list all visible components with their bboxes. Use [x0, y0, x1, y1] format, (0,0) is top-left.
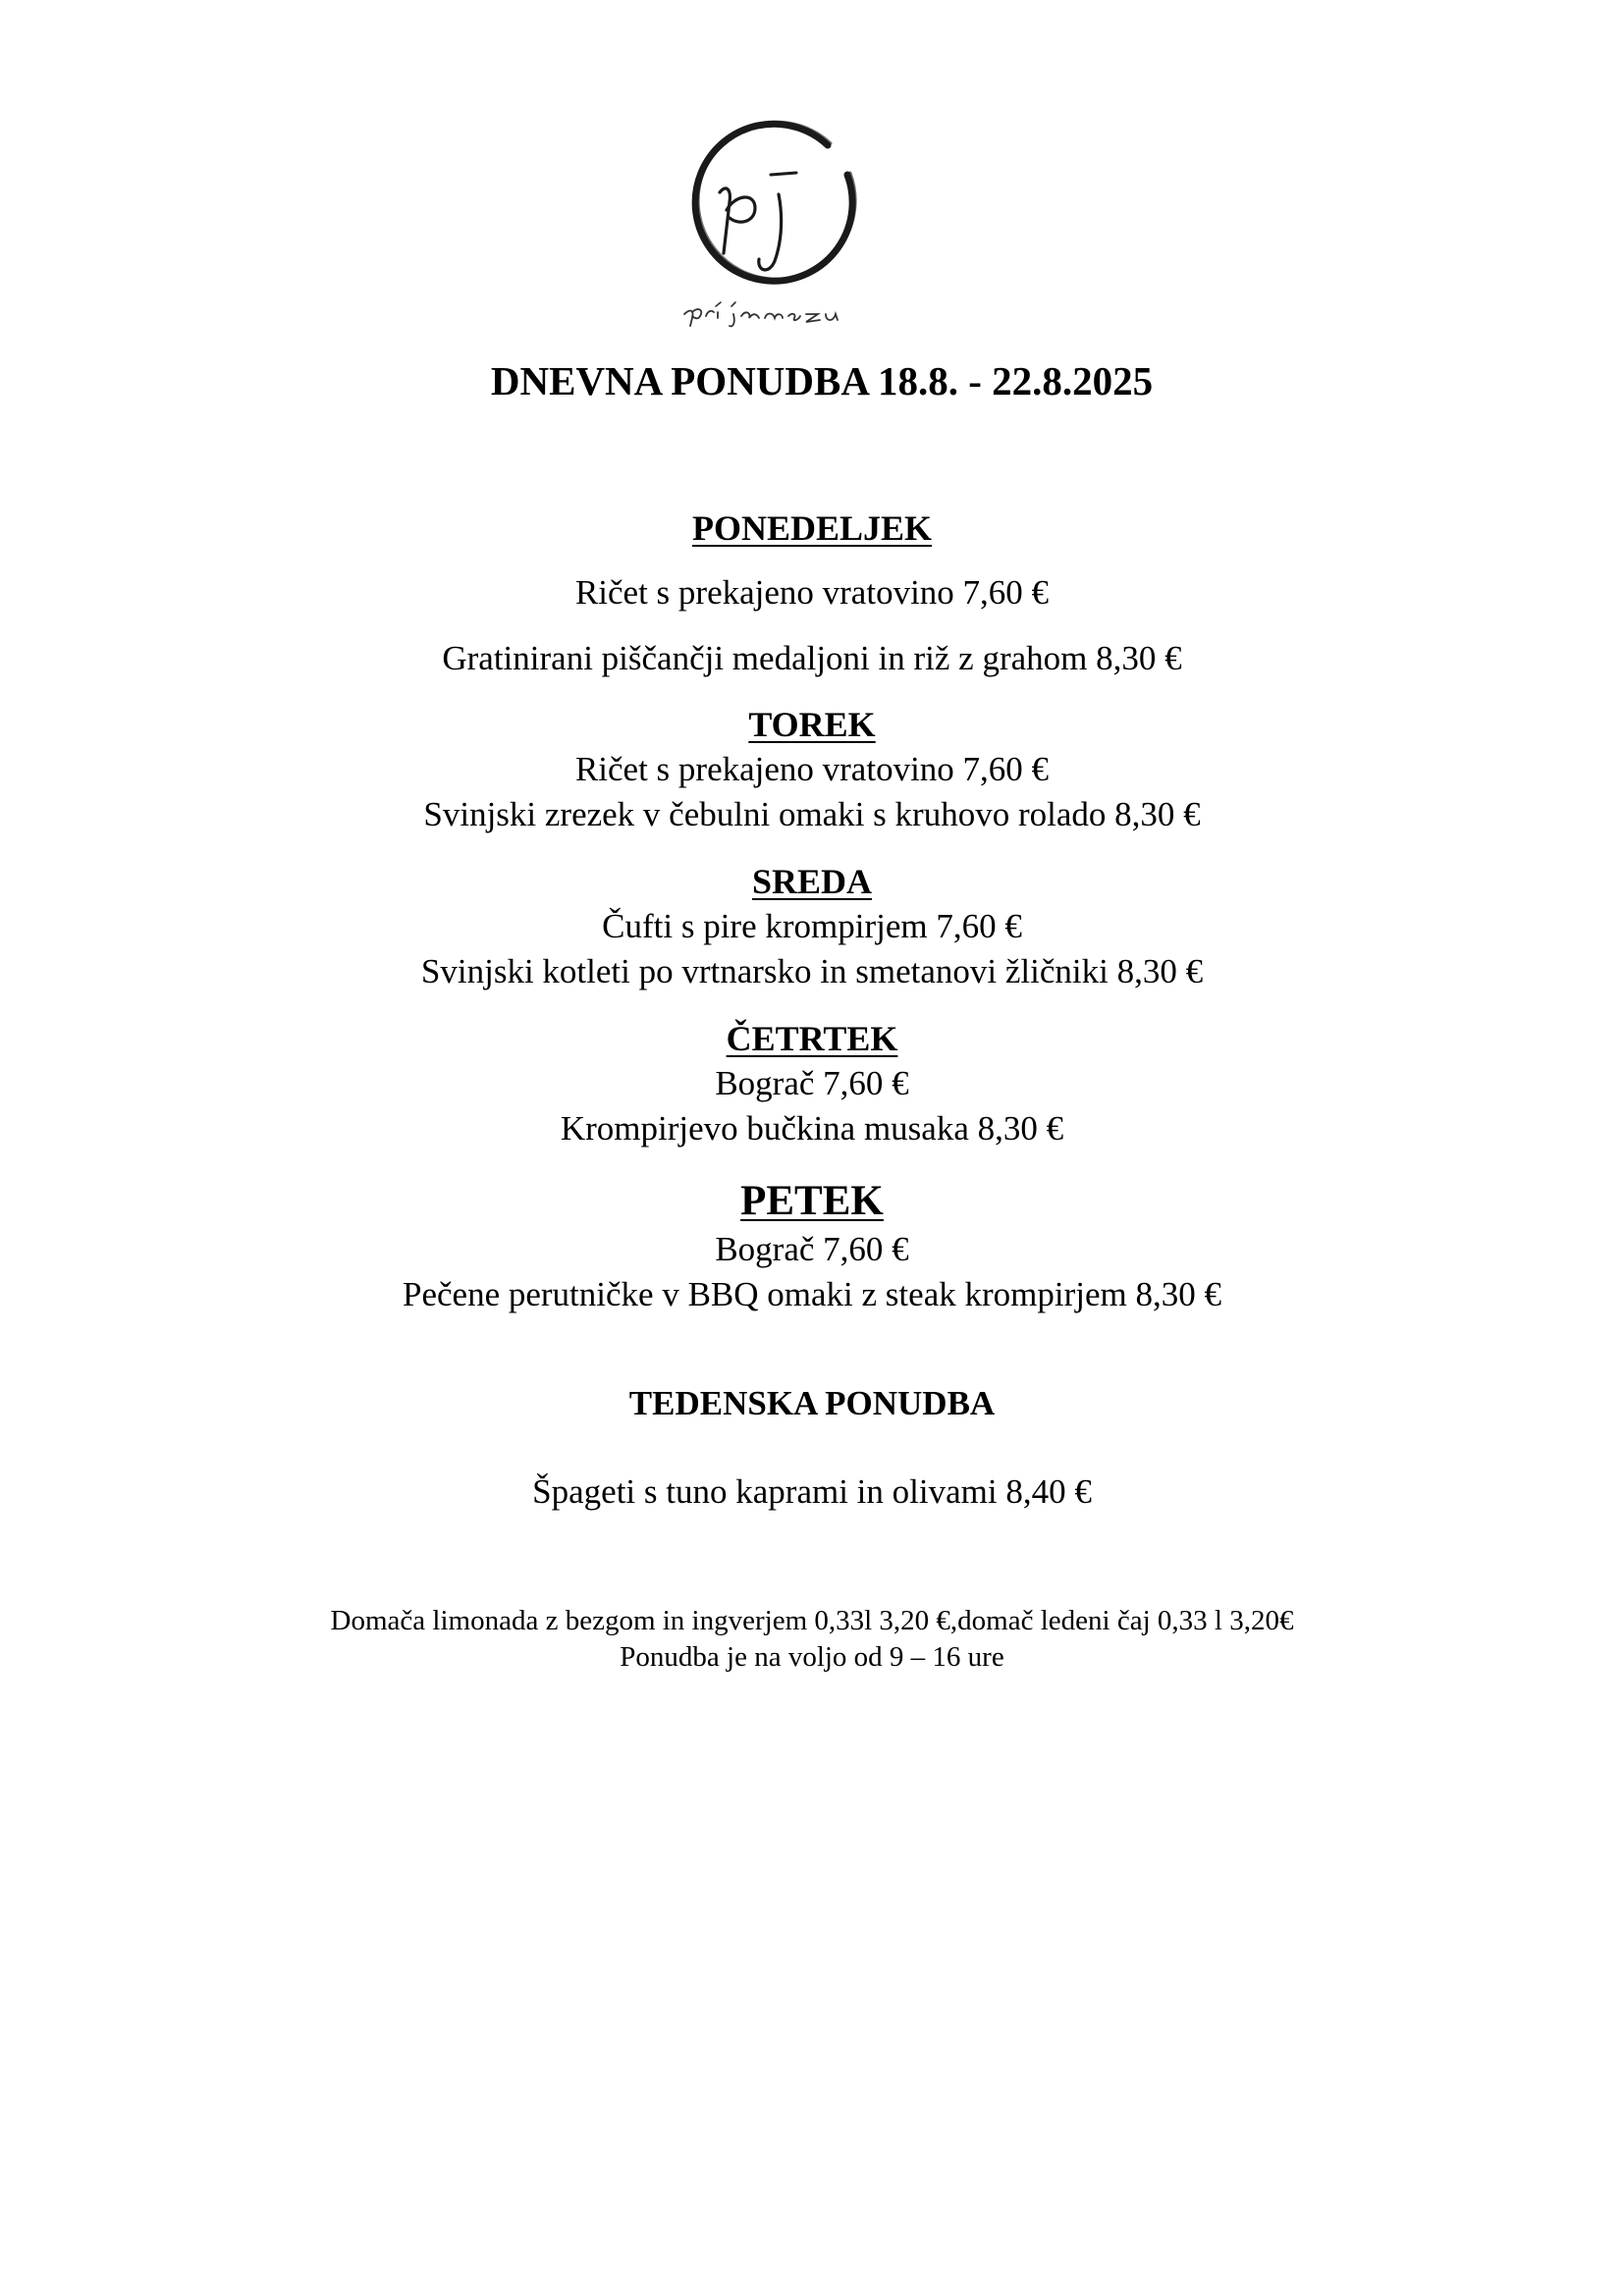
- day-heading-wednesday: SREDA: [751, 862, 873, 901]
- day-heading-monday: PONEDELJEK: [691, 508, 933, 548]
- menu-item: Ričet s prekajeno vratovino 7,60 €: [574, 750, 1050, 788]
- day-heading-friday: PETEK: [740, 1178, 884, 1224]
- menu-item: Bograč 7,60 €: [715, 1064, 909, 1102]
- logo-mark-icon: [680, 116, 875, 332]
- restaurant-logo: [680, 116, 875, 332]
- menu-item: Pečene perutničke v BBQ omaki z steak krompirjem 8,30 €: [403, 1275, 1221, 1313]
- drinks-note: Domača limonada z bezgom in ingverjem 0,33l 3,20 €,domač ledeni čaj 0,33 l 3,20€: [330, 1605, 1294, 1636]
- weekly-offer-heading: TEDENSKA PONUDBA: [628, 1384, 996, 1422]
- hours-note: Ponudba je na voljo od 9 – 16 ure: [620, 1641, 1004, 1673]
- menu-item: Ričet s prekajeno vratovino 7,60 €: [574, 573, 1050, 612]
- menu-item: Krompirjevo bučkina musaka 8,30 €: [560, 1109, 1064, 1148]
- menu-item: Gratinirani piščančji medaljoni in riž z grahom 8,30 €: [442, 639, 1182, 677]
- day-heading-thursday: ČETRTEK: [726, 1019, 898, 1058]
- day-heading-tuesday: TOREK: [748, 705, 876, 744]
- menu-item: Svinjski kotleti po vrtnarsko in smetanovi žličniki 8,30 €: [420, 952, 1204, 990]
- menu-item: Čufti s pire krompirjem 7,60 €: [602, 907, 1022, 945]
- menu-item: Bograč 7,60 €: [715, 1230, 909, 1268]
- page-title: DNEVNA PONUDBA 18.8. - 22.8.2025: [490, 358, 1154, 403]
- weekly-offer-item: Špageti s tuno kaprami in olivami 8,40 €: [532, 1472, 1092, 1511]
- menu-item: Svinjski zrezek v čebulni omaki s kruhovo rolado 8,30 €: [423, 795, 1201, 833]
